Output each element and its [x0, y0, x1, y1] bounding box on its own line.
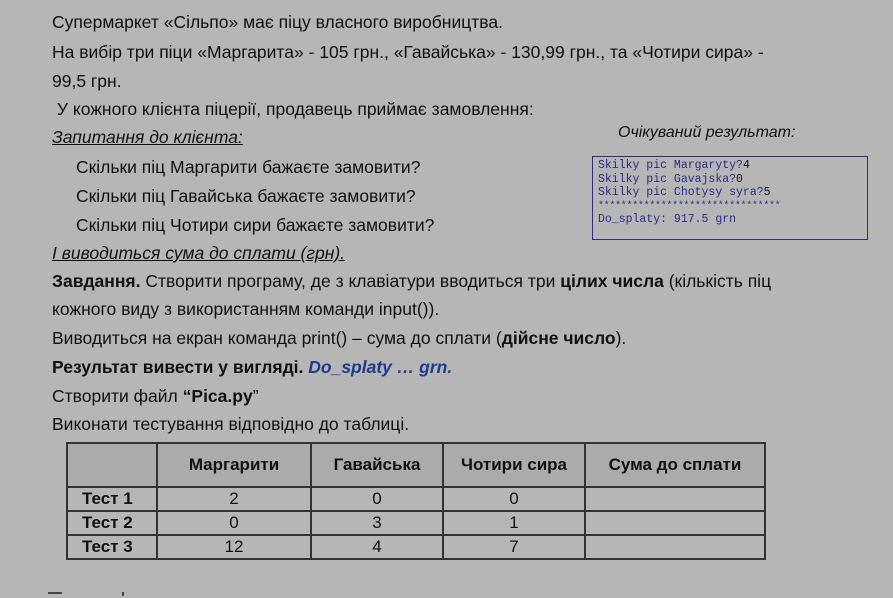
table-row: [67, 535, 765, 559]
cropped-text-fragment: [122, 592, 124, 596]
question-1: Скільки піц Маргарити бажаєте замовити?: [76, 157, 421, 177]
intro-line-1: Супермаркет «Сільпо» має піцу власного виробництва.: [52, 12, 503, 32]
table-cell-sum: [585, 487, 765, 511]
question-3: Скільки піц Чотири сири бажаєте замовити?: [76, 215, 435, 235]
question-2: Скільки піц Гавайська бажаєте замовити?: [76, 186, 416, 206]
table-row: [67, 487, 765, 511]
intro-line-3: 99,5 грн.: [52, 71, 122, 91]
console-result: Do_splaty: 917.5 grn: [598, 213, 737, 226]
sum-line: І виводиться сума до сплати (грн).: [52, 243, 346, 263]
console-line-1: Skilky pic Margaryty?4: [598, 159, 750, 172]
table-cell-chotyry: 7: [443, 535, 585, 559]
table-header-chotyry: Чотири сира: [443, 443, 585, 487]
table-header-row: [67, 443, 765, 487]
table-cell-havaiska: 0: [311, 487, 443, 511]
task-line-1: Завдання. Створити програму, де з клавіатури вводиться три цілих числа (кількість піц: [52, 271, 772, 291]
table-cell-chotyry: 0: [443, 487, 585, 511]
intro-line-4: У кожного клієнта піцерії, продавець приймає замовлення:: [52, 99, 534, 119]
cropped-text-fragment: [48, 592, 62, 594]
table-row: [67, 511, 765, 535]
expected-result-heading: Очікуваний результат:: [618, 124, 796, 141]
table-cell-havaiska: 4: [311, 535, 443, 559]
questions-heading: Запитання до клієнта:: [52, 127, 243, 147]
table-cell-test: Тест 2: [67, 511, 157, 535]
table-cell-sum: [585, 535, 765, 559]
table-cell-sum: [585, 511, 765, 535]
table-cell-margarita: 2: [157, 487, 311, 511]
test-table: [66, 442, 766, 560]
table-cell-havaiska: 3: [311, 511, 443, 535]
intro-line-2: На вибір три піци «Маргарита» - 105 грн., «Гавайська» - 130,99 грн., та «Чотири сира» -: [52, 42, 764, 62]
table-cell-margarita: 12: [157, 535, 311, 559]
table-cell-test: Тест 1: [67, 487, 157, 511]
table-header-sum: Сума до сплати: [585, 443, 765, 487]
table-header-empty: [67, 443, 157, 487]
console-line-2: Skilky pic Gavajska?0: [598, 172, 743, 186]
file-line: Створити файл “Pica.py”: [52, 386, 259, 406]
table-cell-margarita: 0: [157, 511, 311, 535]
result-format-line: Результат вивести у вигляді. Do_splaty … grn.: [52, 357, 453, 377]
table-header-havaiska: Гавайська: [311, 443, 443, 487]
print-line: Виводиться на екран команда print() – сума до сплати (дійсне число).: [52, 328, 627, 348]
console-line-3: Skilky pic Chotysy syra?5: [598, 186, 771, 199]
expected-console-output: [592, 156, 868, 240]
table-cell-chotyry: 1: [443, 511, 585, 535]
table-header-margarita: Маргарити: [157, 443, 311, 487]
task-line-2: кожного виду з використанням команди input()).: [52, 299, 440, 319]
console-separator: ********************************: [598, 200, 781, 212]
testing-line: Виконати тестування відповідно до таблиці.: [52, 414, 410, 434]
table-cell-test: Тест 3: [67, 535, 157, 559]
